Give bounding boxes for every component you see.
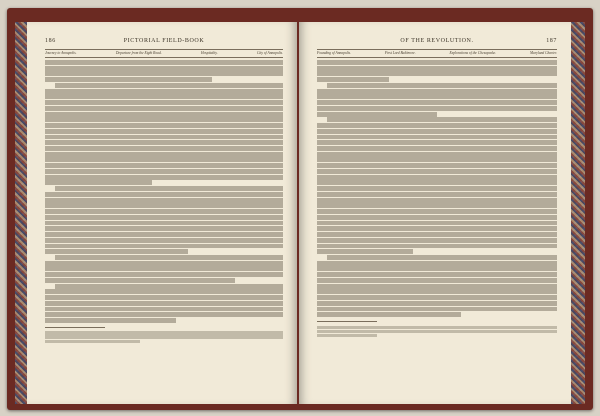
text-line bbox=[45, 157, 283, 162]
text-line bbox=[45, 152, 283, 157]
text-line bbox=[45, 278, 235, 283]
text-line bbox=[317, 244, 557, 249]
text-line bbox=[45, 272, 283, 277]
subhead: Founding of Annapolis. bbox=[317, 51, 351, 55]
text-line bbox=[317, 180, 557, 185]
text-line bbox=[317, 307, 557, 312]
text-line bbox=[45, 238, 283, 243]
text-line bbox=[317, 112, 437, 117]
page-number: 187 bbox=[546, 38, 557, 44]
text-line bbox=[45, 215, 283, 220]
text-line bbox=[45, 307, 283, 312]
text-line bbox=[317, 238, 557, 243]
text-line bbox=[317, 312, 461, 317]
text-line bbox=[317, 226, 557, 231]
text-line bbox=[317, 152, 557, 157]
text-line bbox=[317, 60, 557, 65]
text-line bbox=[45, 261, 283, 266]
text-line bbox=[317, 129, 557, 134]
subheads bbox=[317, 49, 557, 58]
text-line bbox=[45, 232, 283, 237]
footnote-rule bbox=[45, 327, 105, 328]
text-line bbox=[45, 77, 212, 82]
text-line bbox=[45, 266, 283, 271]
text-line bbox=[317, 334, 377, 337]
book-cover bbox=[7, 8, 593, 410]
text-line bbox=[317, 135, 557, 140]
text-line bbox=[327, 117, 557, 122]
text-line bbox=[317, 330, 557, 333]
text-line bbox=[45, 163, 283, 168]
text-line bbox=[45, 209, 283, 214]
text-line bbox=[55, 284, 283, 289]
text-line bbox=[317, 284, 557, 289]
text-line bbox=[45, 146, 283, 151]
text-line bbox=[317, 163, 557, 168]
subhead: Explorations of the Chesapeake. bbox=[449, 51, 497, 55]
text-line bbox=[45, 169, 283, 174]
footnote-rule bbox=[317, 321, 377, 322]
text-line bbox=[317, 94, 557, 99]
text-line bbox=[55, 83, 283, 88]
text-line bbox=[45, 94, 283, 99]
text-block bbox=[317, 60, 557, 390]
text-line bbox=[45, 129, 283, 134]
text-line bbox=[45, 198, 283, 203]
text-line bbox=[317, 301, 557, 306]
text-line bbox=[45, 135, 283, 140]
text-line bbox=[45, 117, 283, 122]
text-line bbox=[45, 180, 152, 185]
text-line bbox=[317, 192, 557, 197]
text-line bbox=[317, 123, 557, 128]
subheads bbox=[45, 49, 283, 58]
subhead: City of Annapolis. bbox=[256, 51, 283, 55]
text-line bbox=[45, 301, 283, 306]
text-line bbox=[45, 318, 176, 323]
text-line bbox=[317, 278, 557, 283]
text-line bbox=[317, 215, 557, 220]
text-line bbox=[45, 112, 283, 117]
text-line bbox=[317, 71, 557, 76]
text-line bbox=[45, 289, 283, 294]
text-line bbox=[317, 232, 557, 237]
text-line bbox=[45, 100, 283, 105]
running-title: PICTORIAL FIELD-BOOK bbox=[123, 38, 205, 44]
subhead: Departure from the Eight Road. bbox=[115, 51, 162, 55]
text-line bbox=[55, 186, 283, 191]
text-line bbox=[45, 89, 283, 94]
text-line bbox=[45, 140, 283, 145]
running-title: OF THE REVOLUTION. bbox=[400, 38, 474, 44]
text-line bbox=[45, 221, 283, 226]
text-line bbox=[317, 146, 557, 151]
text-line bbox=[317, 198, 557, 203]
text-line bbox=[45, 331, 283, 334]
text-line bbox=[45, 106, 283, 111]
text-line bbox=[317, 175, 557, 180]
text-line bbox=[317, 295, 557, 300]
text-line bbox=[317, 140, 557, 145]
text-line bbox=[317, 89, 557, 94]
text-line bbox=[317, 203, 557, 208]
text-line bbox=[55, 255, 283, 260]
text-line bbox=[327, 255, 557, 260]
text-line bbox=[317, 289, 557, 294]
text-block bbox=[45, 60, 283, 390]
text-line bbox=[317, 186, 557, 191]
text-line bbox=[45, 226, 283, 231]
text-line bbox=[45, 71, 283, 76]
text-line bbox=[45, 60, 283, 65]
running-head bbox=[317, 38, 557, 48]
text-line bbox=[45, 295, 283, 300]
text-line bbox=[45, 192, 283, 197]
running-head bbox=[45, 38, 283, 48]
text-line bbox=[45, 175, 283, 180]
subhead: Journey to Annapolis. bbox=[45, 51, 77, 55]
left-page bbox=[27, 22, 297, 404]
text-line bbox=[317, 249, 413, 254]
right-page bbox=[299, 22, 571, 404]
text-line bbox=[317, 77, 389, 82]
text-line bbox=[45, 203, 283, 208]
subhead: Hospitality. bbox=[200, 51, 218, 55]
text-line bbox=[317, 157, 557, 162]
marbled-edge-right bbox=[571, 22, 585, 404]
subhead: First Lord Baltimore. bbox=[384, 51, 416, 55]
text-line bbox=[317, 261, 557, 266]
text-line bbox=[45, 312, 283, 317]
text-line bbox=[327, 83, 557, 88]
subhead: Maryland Charter. bbox=[530, 51, 557, 55]
text-line bbox=[317, 272, 557, 277]
text-line bbox=[45, 244, 283, 249]
text-line bbox=[317, 266, 557, 271]
text-line bbox=[317, 209, 557, 214]
text-line bbox=[317, 169, 557, 174]
text-line bbox=[317, 326, 557, 329]
text-line bbox=[317, 100, 557, 105]
page-number: 186 bbox=[45, 38, 56, 44]
text-line bbox=[317, 66, 557, 71]
text-line bbox=[45, 335, 283, 338]
text-line bbox=[45, 66, 283, 71]
text-line bbox=[45, 340, 140, 343]
text-line bbox=[45, 123, 283, 128]
text-line bbox=[317, 106, 557, 111]
text-line bbox=[317, 221, 557, 226]
text-line bbox=[45, 249, 188, 254]
